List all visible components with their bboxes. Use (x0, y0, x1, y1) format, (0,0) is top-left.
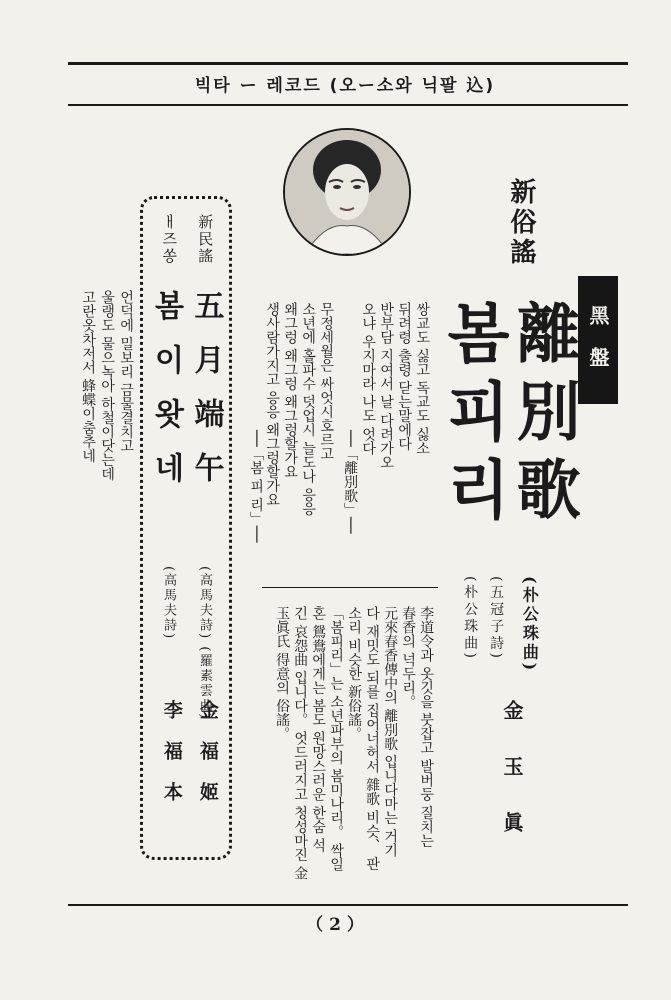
song1-note-line: 玉眞氏 得意의 俗謠。 (274, 606, 291, 741)
song2-lyric-line: 언덕에 밀보리 금물결치고 (118, 290, 135, 453)
song1-note-line: 다 재밋도 되를 집어너허서 雜歌 비슷、 판 (364, 606, 381, 871)
song1-lyric-line: 왜그렁 왜그렁 왜그렁할가요 (282, 302, 299, 479)
song1-note-line: 긴 哀怨曲 입니다。 엇드러지고 청성마진 金 (292, 606, 309, 881)
song2-singer-a: 金福姬 (196, 700, 219, 823)
portrait-illustration (285, 130, 409, 254)
song1-composer: (朴公珠曲) (520, 576, 540, 674)
song2-credit-b: (高馬夫詩) (160, 566, 176, 641)
header-rule-top (68, 62, 628, 65)
song2-genre: 新民謠 (196, 214, 215, 265)
song1-note-line: 春香의 넉두리。 (400, 606, 417, 709)
section-divider (262, 587, 438, 588)
song1-lyric-line: 오냐 우지마라 나도 엇다 (360, 302, 377, 456)
singer-portrait-photo (283, 128, 411, 256)
song2-lyric-line: 울랭도 물으녹아 하철이닷는데 (99, 290, 116, 481)
song1-lyric-line: 소년에 홀파수 덧업시 늘도나 응응 (300, 302, 317, 516)
song1-singer: 金玉眞 (500, 700, 524, 868)
song1-lyric-line: 뒤려령 출령 닫는말에다 (396, 302, 413, 451)
song2-category: ㅐ즈쏭 (160, 214, 179, 265)
footer-rule (68, 904, 628, 906)
header-rule-bottom (68, 104, 628, 106)
song1-lyric-attribution: ──「봄 피 리」── (248, 430, 265, 543)
song2-lyric-line: 고란옷차저서 蜂蝶이춤추네 (80, 290, 97, 463)
song1-title-a: 離別歌 (505, 300, 581, 534)
song1-note-line: 혼 鴛鴦에게는 봄도 원망스러운 한숨 석 (310, 606, 327, 853)
song1-lyric-line: 무정세월은 싸엇시호르고 (318, 302, 335, 461)
song1-genre: 新俗謠 (505, 178, 536, 268)
song2-title-b: 봄이왓네 (148, 290, 184, 506)
black-label-badge: 黑盤 (578, 276, 618, 404)
song1-note-line: 元來春香傳中의 離別歌 입니다마는 거기 (382, 606, 399, 858)
song1-note-line: 「봄피리」는 소년파부의 봄미나리。 싹일 (328, 606, 345, 872)
song2-title-a: 五月端午 (188, 290, 224, 506)
song1-lyricist: (五冠子詩) (488, 576, 505, 661)
header-title: 빅타 ー 레코드 (오ー소와 닉팔 込) (194, 76, 496, 96)
song1-lyric-line: 생사람가지고 응응 왜그렁할가요 (264, 302, 281, 507)
song1-note-line: 李道令과 옷깃을 붓잡고 발버둥 질치는 (418, 606, 435, 848)
song2-credit-a: (高馬夫詩) (羅素雲曲) (196, 566, 212, 721)
song1-lyric-attribution: ──「離別歌」── (342, 430, 359, 534)
song2-singer-b: 李福本 (160, 700, 183, 823)
song1-note-line: 소리 비슷한 新俗謠。 (346, 606, 363, 741)
song1-lyric-line: 반부담 지여서 날 다려가오 (378, 302, 395, 470)
song1-lyricist-alt: (朴公珠曲) (462, 576, 479, 661)
page-number: （ 2 ） (306, 915, 364, 935)
song1-lyric-line: 쌍교도 싫고 독교도 싫소 (414, 302, 431, 456)
song1-title-b: 봄피리 (435, 300, 511, 534)
